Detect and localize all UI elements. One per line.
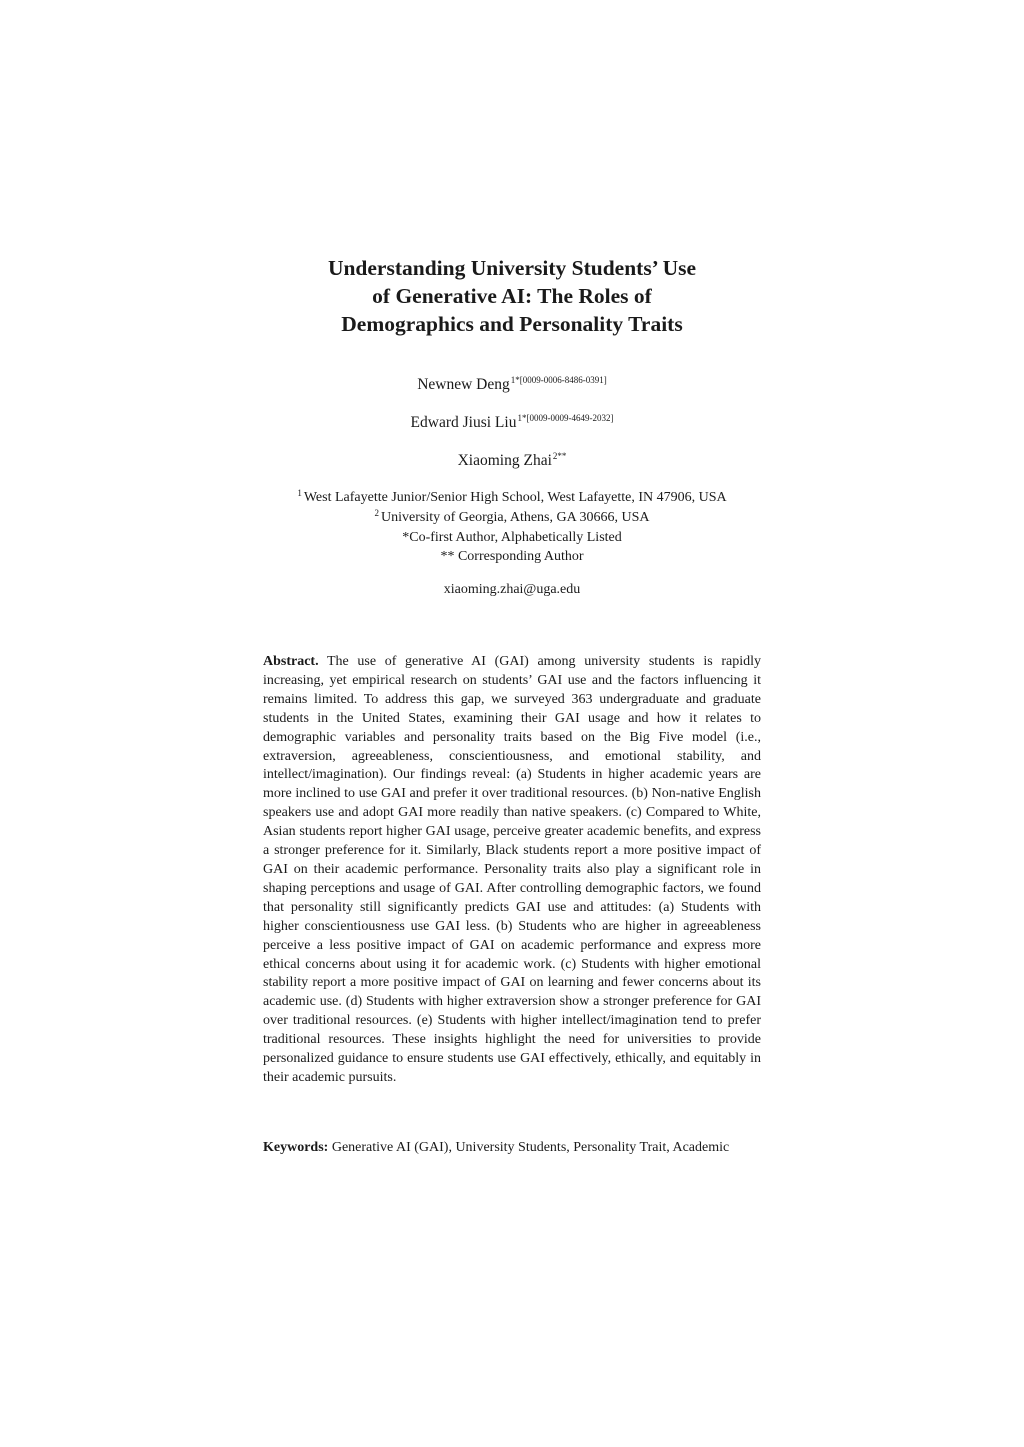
affiliation-1 [262, 488, 762, 508]
abstract-text: The use of generative AI (GAI) among university students is rapidly increasing, yet empirical research on students’ GAI use and the factors influencing it remains limited. To address this gap, we surveyed 363 undergraduate and graduate students in the United States, examining their GAI usage and how it relates to demographic variables and personality traits based on the Big Five model (i.e., extraversion, agreeableness, conscientiousness, and emotional stability, and intellect/imagination). Our findings reveal: (a) Students in higher academic years are more inclined to use GAI and prefer it over traditional resources. (b) Non-native English speakers use and adopt GAI more readily than native speakers. (c) Compared to White, Asian students report higher GAI usage, perceive greater academic benefits, and express a stronger preference for it. Similarly, Black students report a more positive impact of GAI on their academic performance. Personality traits also play a significant role in shaping perceptions and usage of GAI. After controlling demographic factors, we found that personality still significantly predicts GAI use and attitudes: (a) Students with higher conscientiousness use GAI less. (b) Students who are higher in agreeableness perceive a less positive impact of GAI on academic performance and express more ethical concerns about using it for academic work. (c) Students with higher emotional stability report a more positive impact of GAI on learning and fewer concerns about its academic use. (d) Students with higher extraversion show a stronger preference for GAI over traditional resources. (e) Students with higher intellect/imagination tend to prefer traditional resources. These insights highlight the need for universities to provide personalized guidance to ensure students use GAI effectively, ethically, and equitably in their academic pursuits. [263, 654, 761, 1085]
author-note: 1*[0009-0009-4649-2032] [517, 413, 614, 423]
corresponding-note: ** Corresponding Author [440, 549, 584, 564]
affiliation-text: West Lafayette Junior/Senior High School, West Lafayette, IN 47906, USA [303, 490, 727, 505]
author-note: 1*[0009-0006-8486-0391] [510, 375, 607, 385]
affiliations [262, 488, 762, 566]
author-note: 2** [552, 451, 567, 461]
affiliation-mark: 1 [297, 488, 302, 498]
author-1 [262, 375, 762, 396]
paper-title [262, 254, 762, 338]
abstract-label: Abstract. [263, 654, 319, 669]
author-name: Xiaoming Zhai [457, 452, 552, 469]
cofirst-note: *Co-first Author, Alphabetically Listed [402, 530, 622, 545]
keywords-label: Keywords: [263, 1140, 329, 1155]
title-line-3: Demographics and Personality Traits [341, 312, 683, 336]
title-line-1: Understanding University Students’ Use [327, 256, 697, 280]
author-2 [262, 413, 762, 434]
affiliation-mark: 2 [374, 508, 380, 518]
keywords [263, 1138, 761, 1157]
author-name: Newnew Deng [417, 376, 510, 393]
abstract [263, 653, 761, 1088]
contact-email: xiaoming.zhai@uga.edu [443, 582, 581, 597]
keywords-text: Generative AI (GAI), University Students, Personality Trait, Academic [331, 1140, 730, 1155]
affiliation-text: University of Georgia, Athens, GA 30666, USA [381, 510, 650, 525]
author-name: Edward Jiusi Liu [410, 414, 517, 431]
affiliation-2 [262, 508, 762, 528]
author-3 [262, 451, 762, 472]
title-line-2: of Generative AI: The Roles of [372, 284, 652, 308]
